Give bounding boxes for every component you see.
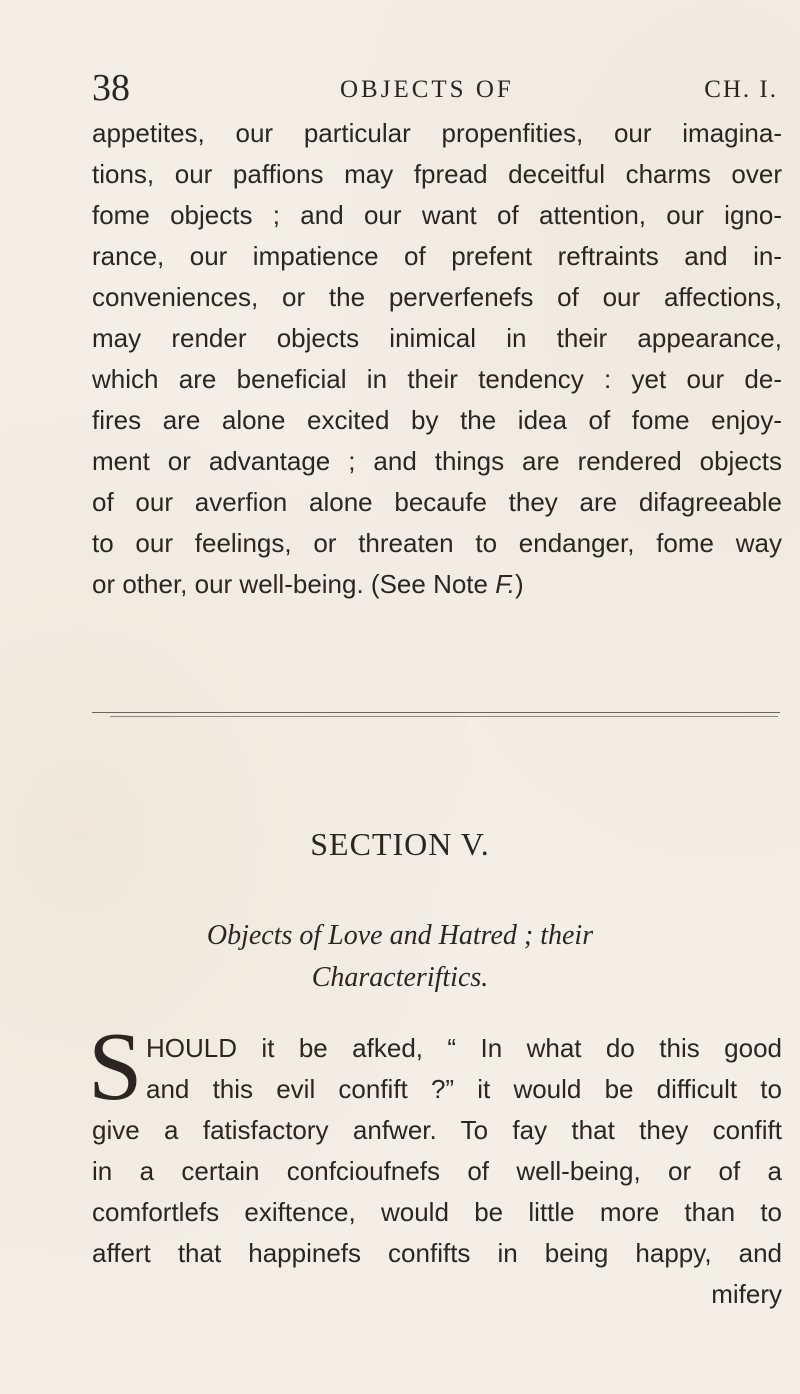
text-line: to our feelings, or threaten to endanger, fome way: [92, 528, 782, 558]
section-subtitle-line-1: Objects of Love and Hatred ; their: [206, 920, 594, 951]
section-divider-rule: [92, 712, 780, 713]
text-line: in a certain confcioufnefs of well-being, or of a: [92, 1156, 782, 1186]
note-reference: F.: [495, 569, 515, 599]
text-line: HOULD it be afked, “ In what do this good: [146, 1033, 782, 1063]
text-line: tions, our paffions may fpread deceitful charms over: [92, 159, 782, 189]
text-line: fome objects ; and our want of attention, our igno-: [92, 200, 782, 230]
text-line: may render objects inimical in their appearance,: [92, 323, 782, 353]
paragraph-2: [92, 1028, 782, 1315]
text-line-last: [92, 564, 782, 605]
text-line: fires are alone excited by the idea of fome enjoy-: [92, 405, 782, 435]
running-title: OBJECTS OF: [340, 76, 514, 103]
section-subtitle-line-2: Characteriftics.: [311, 962, 489, 993]
text-line: give a fatisfactory anfwer. To fay that they confift: [92, 1115, 782, 1145]
text-fragment: or other, our well-being. (See Note: [92, 569, 496, 599]
text-line: appetites, our particular propenfities, our imagina-: [92, 118, 782, 148]
text-fragment: ): [514, 569, 524, 599]
text-line: and this evil confift ?” it would be difficult to: [146, 1074, 782, 1104]
page-number: 38: [92, 67, 130, 109]
catchword: mifery: [711, 1279, 782, 1309]
text-line: ment or advantage ; and things are rendered objects: [92, 446, 782, 476]
section-heading: SECTION V.: [310, 826, 490, 862]
text-line: conveniences, or the perverfenefs of our affections,: [92, 282, 782, 312]
drop-cap: S: [88, 1024, 143, 1110]
page-header: [92, 66, 778, 110]
text-line: of our averfion alone becaufe they are difagreeable: [92, 487, 782, 517]
text-line: rance, our impatience of prefent reftraints and in-: [92, 241, 782, 271]
text-line: comfortlefs exiftence, would be little more than to: [92, 1197, 782, 1227]
paragraph-1: [92, 113, 782, 605]
text-line: which are beneficial in their tendency : yet our de-: [92, 364, 782, 394]
text-line: affert that happinefs confifts in being happy, and: [92, 1238, 782, 1268]
chapter-reference: CH. I.: [704, 76, 778, 103]
section-divider-rule-thin: [110, 716, 778, 717]
